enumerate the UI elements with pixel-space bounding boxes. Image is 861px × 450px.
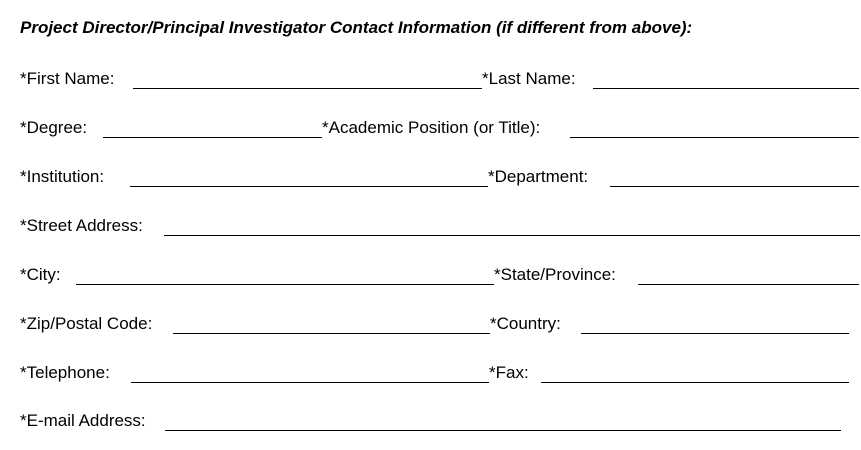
state-province-field[interactable] <box>638 284 859 285</box>
row-street-address <box>20 215 861 241</box>
academic-position-label: *Academic Position (or Title): <box>322 118 541 137</box>
degree-field[interactable] <box>103 137 322 138</box>
street-address-label: *Street Address: <box>20 216 143 235</box>
department-field[interactable] <box>610 186 859 187</box>
department-label: *Department: <box>488 167 589 186</box>
row-email <box>20 410 861 436</box>
first-name-label: *First Name: <box>20 69 115 88</box>
telephone-label: *Telephone: <box>20 363 110 382</box>
email-address-label: *E-mail Address: <box>20 411 146 430</box>
zip-postal-code-field[interactable] <box>173 333 490 334</box>
last-name-label: *Last Name: <box>482 69 576 88</box>
row-institution <box>20 166 861 192</box>
row-name <box>20 68 861 94</box>
academic-position-field[interactable] <box>570 137 859 138</box>
fax-field[interactable] <box>541 382 849 383</box>
form-section-title: Project Director/Principal Investigator Contact Information (if different from above): <box>20 18 693 37</box>
row-telephone <box>20 362 861 388</box>
state-province-label: *State/Province: <box>494 265 616 284</box>
first-name-field[interactable] <box>133 88 482 89</box>
last-name-field[interactable] <box>593 88 859 89</box>
zip-postal-code-label: *Zip/Postal Code: <box>20 314 153 333</box>
degree-label: *Degree: <box>20 118 88 137</box>
email-address-field[interactable] <box>165 430 841 431</box>
row-degree <box>20 117 861 143</box>
city-label: *City: <box>20 265 61 284</box>
telephone-field[interactable] <box>131 382 489 383</box>
street-address-field[interactable] <box>164 235 860 236</box>
fax-label: *Fax: <box>489 363 529 382</box>
row-zip <box>20 313 861 339</box>
country-label: *Country: <box>490 314 561 333</box>
city-field[interactable] <box>76 284 494 285</box>
country-field[interactable] <box>581 333 849 334</box>
institution-label: *Institution: <box>20 167 105 186</box>
institution-field[interactable] <box>130 186 488 187</box>
row-city <box>20 264 861 290</box>
